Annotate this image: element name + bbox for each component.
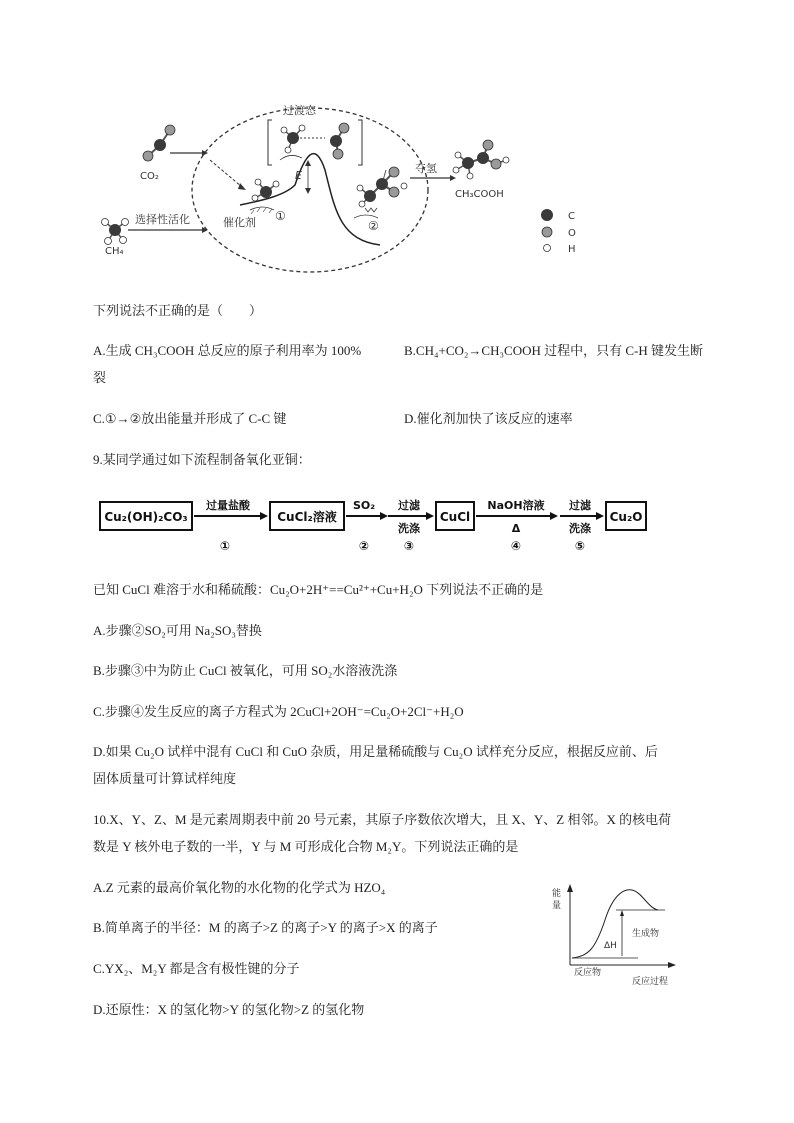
flow-step-1: ① (219, 539, 231, 553)
flow-arrow-3-top: 过滤 (398, 499, 420, 512)
step1-marker: ① (275, 209, 286, 223)
dehydrogenation-label: 夺氢 (415, 162, 437, 175)
flow-chart (98, 490, 658, 558)
activation-label: 选择性活化 (135, 213, 190, 226)
flow-arrow-1-label: 过量盐酸 (206, 499, 250, 512)
q9-option-b: B.步骤③中为防止 CuCl 被氧化，可用 SO₂水溶液洗涤 (93, 663, 398, 678)
flow-box-2: CuCl₂溶液 (277, 510, 337, 524)
y-axis-label-1: 能 (552, 889, 562, 899)
q9-stem: 9.某同学通过如下流程制备氧化亚铜： (93, 452, 311, 467)
q8-option-d: D.催化剂加快了该反应的速率 (404, 411, 573, 426)
q10-option-c: C.YX₂、M₂Y 都是含有极性键的分子 (93, 961, 300, 976)
q10-stem: 10.X、Y、Z、M 是元素周期表中前 20 号元素，其原子序数依次增大，且 X、Y、Z 相邻。X 的核电荷 (93, 812, 672, 827)
ch3cooh-molecule (453, 140, 509, 179)
energy-label: E (295, 169, 302, 182)
mechanism-figure (90, 100, 620, 275)
flow-step-5: ⑤ (574, 539, 586, 553)
flow-arrow-5-top: 过滤 (569, 499, 591, 512)
product-level-label: 生成物 (632, 929, 660, 939)
transition-label: 过渡态 (283, 104, 316, 117)
energy-curve (240, 154, 380, 245)
q9-option-d: D.如果 Cu₂O 试样中混有 CuCl 和 CuO 杂质，用足量稀硫酸与 Cu₂O 试样充分反应，根据反应前、后 (93, 744, 658, 759)
legend-h: H (568, 244, 576, 255)
co2-molecule (143, 125, 175, 161)
q10-option-a: A.Z 元素的最高价氧化物的水化物的化学式为 HZO₄ (93, 880, 386, 895)
q10-stem-cont: 数是 Y 核外电子数的一半，Y 与 M 可形成化合物 M₂Y。下列说法正确的是 (93, 839, 519, 854)
q9-option-c: C.步骤④发生反应的离子方程式为 2CuCl+2OH⁻=Cu₂O+2Cl⁻+H₂O (93, 704, 464, 719)
flow-box-3: CuCl (439, 510, 471, 524)
q10-option-d: D.还原性：X 的氢化物>Y 的氢化物>Z 的氢化物 (93, 1002, 365, 1017)
delta-h-label: ΔH (604, 941, 617, 951)
ch4-label: CH₄ (105, 246, 124, 257)
y-axis-label-2: 量 (552, 901, 562, 911)
flow-arrow-3-bottom: 洗涤 (398, 522, 420, 535)
q9-option-a: A.步骤②SO₂可用 Na₂SO₃替换 (93, 623, 262, 638)
flow-box-4: Cu₂O (609, 510, 643, 524)
step2-marker: ② (368, 219, 379, 233)
flow-arrow-2-label: SO₂ (352, 499, 376, 512)
flow-arrow-4-label: NaOH溶液 (487, 499, 545, 512)
legend-o: O (568, 228, 576, 239)
flow-step-3: ③ (403, 539, 415, 553)
q8-option-b: B.CH₄+CO₂→CH₃COOH 过程中，只有 C-H 键发生断 (404, 343, 704, 358)
q9-option-d-cont: 固体质量可计算试样纯度 (93, 771, 237, 786)
q8-stem: 下列说法不正确的是（ ） (93, 303, 263, 318)
product-label: CH₃COOH (455, 189, 504, 200)
energy-diagram (550, 880, 680, 990)
catalyst-label: 催化剂 (223, 216, 256, 229)
flow-step-2: ② (358, 539, 370, 553)
q9-known: 已知 CuCl 难溶于水和稀硫酸：Cu₂O+2H⁺==Cu²⁺+Cu+H₂O 下列说法不正确的是 (93, 582, 544, 597)
atom-legend (541, 209, 576, 255)
reactant-level-label: 反应物 (574, 968, 602, 978)
x-axis-label: 反应过程 (632, 977, 669, 987)
co2-label: CO₂ (140, 171, 159, 182)
flow-box-1: Cu₂(OH)₂CO₃ (104, 510, 188, 524)
flow-arrow-4-heat: Δ (511, 522, 521, 535)
intermediate-2 (354, 167, 407, 218)
q8-option-c: C.①→②放出能量并形成了 C-C 键 (93, 411, 287, 426)
q8-option-b-cont: 裂 (93, 370, 107, 385)
flow-step-4: ④ (510, 539, 522, 553)
q8-option-a: A.生成 CH₃COOH 总反应的原子利用率为 100% (93, 343, 362, 358)
q10-option-b: B.简单离子的半径：M 的离子>Z 的离子>Y 的离子>X 的离子 (93, 920, 438, 935)
legend-c: C (568, 211, 575, 222)
flow-arrow-5-bottom: 洗涤 (569, 522, 591, 535)
ch4-molecule (102, 219, 129, 245)
